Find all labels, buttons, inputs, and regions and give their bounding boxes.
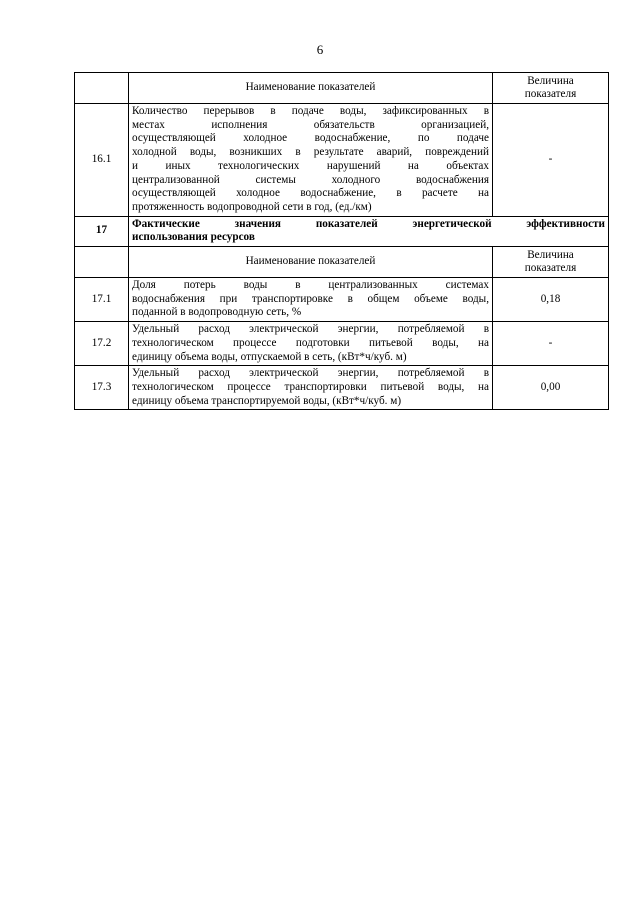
table-row <box>75 366 609 410</box>
table-header-row <box>75 247 609 278</box>
row-number: 17.3 <box>75 366 129 410</box>
indicator-name <box>129 278 493 322</box>
indicator-name-line: единицу объема воды, отпускаемой в сеть, (кВт*ч/куб. м) <box>132 350 407 363</box>
section-number: 17 <box>75 216 129 246</box>
indicator-name <box>129 366 493 410</box>
indicator-name-line: местах исполнения обязательств организацией, <box>132 118 489 131</box>
section-title-line: Фактические значения показателей энергетической эффективности <box>132 217 605 230</box>
row-number: 16.1 <box>75 104 129 217</box>
indicator-name-line: Удельный расход электрической энергии, потребляемой в <box>132 367 489 380</box>
header-name-cell: Наименование показателей <box>129 73 493 104</box>
indicator-name <box>129 322 493 366</box>
section-row <box>75 216 609 246</box>
indicator-name-line: единицу объема транспортируемой воды, (кВт*ч/куб. м) <box>132 394 402 407</box>
header-value-cell: Величина показателя <box>493 247 609 278</box>
indicator-value: 0,00 <box>493 366 609 410</box>
header-num-cell <box>75 247 129 278</box>
header-name-cell: Наименование показателей <box>129 247 493 278</box>
indicator-name-line: осуществляющей холодное водоснабжение, в расчете на <box>132 187 489 200</box>
page-number: 6 <box>316 42 324 57</box>
header-value-cell: Величина показателя <box>493 73 609 104</box>
row-number: 17.2 <box>75 322 129 366</box>
indicator-name-line: осуществляющей холодное водоснабжение, по подаче <box>132 132 489 145</box>
indicator-value: 0,18 <box>493 278 609 322</box>
table-row <box>75 104 609 217</box>
indicator-value: - <box>493 104 609 217</box>
indicator-name-line: технологическом процессе подготовки питьевой воды, на <box>132 336 489 349</box>
indicator-name-line: централизованной системы холодного водоснабжения <box>132 173 489 186</box>
section-title-line: использования ресурсов <box>132 231 255 244</box>
indicator-name-line: Количество перерывов в подаче воды, зафиксированных в <box>132 105 489 117</box>
indicators-table <box>74 72 609 410</box>
indicator-name-line: Доля потерь воды в централизованных системах <box>132 279 489 292</box>
table-row <box>75 278 609 322</box>
section-title <box>129 216 609 246</box>
indicator-name-line: Удельный расход электрической энергии, потребляемой в <box>132 323 489 336</box>
table-row <box>75 322 609 366</box>
table-header-row <box>75 73 609 104</box>
row-number: 17.1 <box>75 278 129 322</box>
indicator-value: - <box>493 322 609 366</box>
indicator-name <box>129 104 493 217</box>
indicator-name-line: поданной в водопроводную сеть, % <box>132 306 302 319</box>
indicator-name-line: и иных технологических нарушений на объектах <box>132 159 489 172</box>
header-num-cell <box>75 73 129 104</box>
indicator-name-line: водоснабжения при транспортировке в общем объеме воды, <box>132 292 489 305</box>
indicator-name-line: технологическом процессе транспортировки питьевой воды, на <box>132 380 489 393</box>
indicator-name-line: протяженность водопроводной сети в год, (ед./км) <box>132 200 372 213</box>
indicator-name-line: холодной воды, возникших в результате аварий, повреждений <box>132 146 489 159</box>
